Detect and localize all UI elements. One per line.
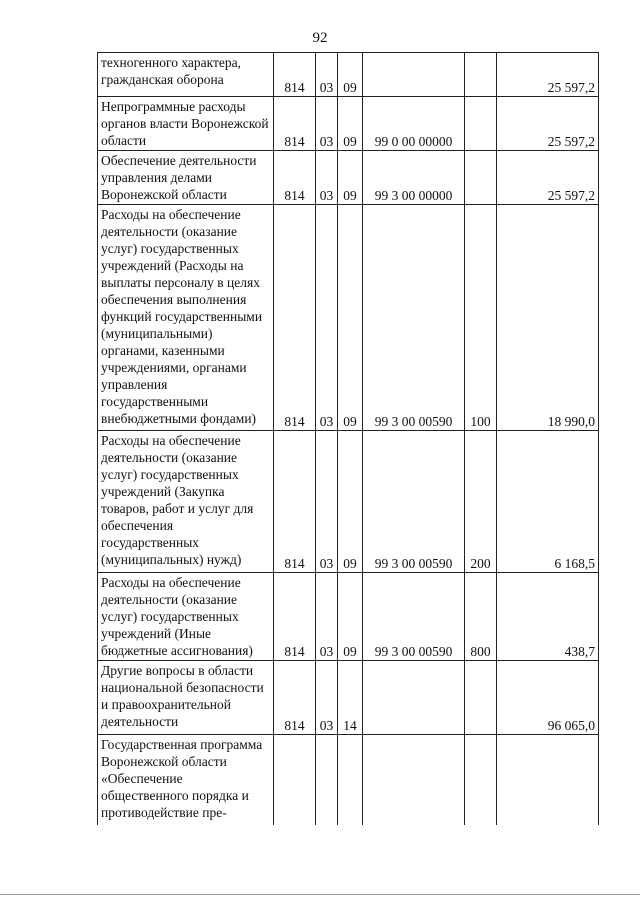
cell-rz: 03: [316, 151, 338, 205]
cell-pr: 09: [338, 573, 363, 661]
cell-pr: 09: [338, 97, 363, 151]
cell-glava: 814: [274, 573, 316, 661]
cell-name: Расходы на обеспечение деятельности (оказание услуг) государственных учреждений (Иные бюджетные ассигнования): [98, 573, 274, 661]
cell-glava: 814: [274, 205, 316, 431]
cell-csr: 99 3 00 00590: [363, 431, 465, 573]
cell-rz: 03: [316, 53, 338, 97]
cell-vr: [465, 151, 497, 205]
cell-rz: 03: [316, 431, 338, 573]
cell-vr: 200: [465, 431, 497, 573]
cell-glava: 814: [274, 97, 316, 151]
page-bottom-rule: [0, 894, 640, 895]
cell-rz: [316, 735, 338, 825]
cell-rz: 03: [316, 205, 338, 431]
cell-rz: 03: [316, 573, 338, 661]
table-row: [98, 205, 599, 431]
cell-glava: 814: [274, 151, 316, 205]
table-row: [98, 573, 599, 661]
cell-name: Другие вопросы в области национальной безопасности и правоохранительной деятельности: [98, 661, 274, 735]
cell-rz: 03: [316, 97, 338, 151]
table-row: [98, 53, 599, 97]
cell-csr: 99 3 00 00590: [363, 573, 465, 661]
cell-glava: 814: [274, 53, 316, 97]
cell-glava: [274, 735, 316, 825]
cell-sum: 96 065,0: [497, 661, 599, 735]
table-row: [98, 151, 599, 205]
cell-csr: 99 3 00 00000: [363, 151, 465, 205]
cell-sum: 25 597,2: [497, 97, 599, 151]
table-row: [98, 431, 599, 573]
cell-name: Обеспечение деятельности управления делами Воронежской области: [98, 151, 274, 205]
cell-csr: [363, 735, 465, 825]
table-row: [98, 97, 599, 151]
cell-pr: 14: [338, 661, 363, 735]
cell-name: Расходы на обеспечение деятельности (оказание услуг) государственных учреждений (Расходы на выплаты персоналу в целях обеспечения выполнения функций государственными (муниципальными) органами, казенными учреждениями, органами управления государственными внебюджетными фондами): [98, 205, 274, 431]
cell-rz: 03: [316, 661, 338, 735]
cell-vr: [465, 97, 497, 151]
cell-sum: 438,7: [497, 573, 599, 661]
cell-pr: 09: [338, 151, 363, 205]
page-number: 92: [312, 30, 328, 46]
cell-sum: 25 597,2: [497, 151, 599, 205]
cell-vr: 800: [465, 573, 497, 661]
table-row: [98, 735, 599, 825]
cell-pr: 09: [338, 431, 363, 573]
cell-sum: 6 168,5: [497, 431, 599, 573]
cell-pr: 09: [338, 205, 363, 431]
cell-sum: 18 990,0: [497, 205, 599, 431]
cell-pr: 09: [338, 53, 363, 97]
cell-csr: [363, 661, 465, 735]
cell-name: Непрограммные расходы органов власти Воронежской области: [98, 97, 274, 151]
cell-csr: 99 3 00 00590: [363, 205, 465, 431]
budget-table: [97, 52, 599, 825]
cell-name: техногенного характера, гражданская оборона: [98, 53, 274, 97]
cell-pr: [338, 735, 363, 825]
cell-glava: 814: [274, 431, 316, 573]
cell-glava: 814: [274, 661, 316, 735]
cell-name: Расходы на обеспечение деятельности (оказание услуг) государственных учреждений (Закупка товаров, работ и услуг для обеспечения государственных (муниципальных) нужд): [98, 431, 274, 573]
budget-table-body: [98, 53, 599, 825]
table-row: [98, 661, 599, 735]
cell-csr: [363, 53, 465, 97]
cell-vr: [465, 53, 497, 97]
cell-name: Государственная программа Воронежской области «Обеспечение общественного порядка и противодействие пре-: [98, 735, 274, 825]
cell-vr: [465, 661, 497, 735]
cell-sum: 25 597,2: [497, 53, 599, 97]
cell-sum: [497, 735, 599, 825]
cell-csr: 99 0 00 00000: [363, 97, 465, 151]
cell-vr: [465, 735, 497, 825]
cell-vr: 100: [465, 205, 497, 431]
